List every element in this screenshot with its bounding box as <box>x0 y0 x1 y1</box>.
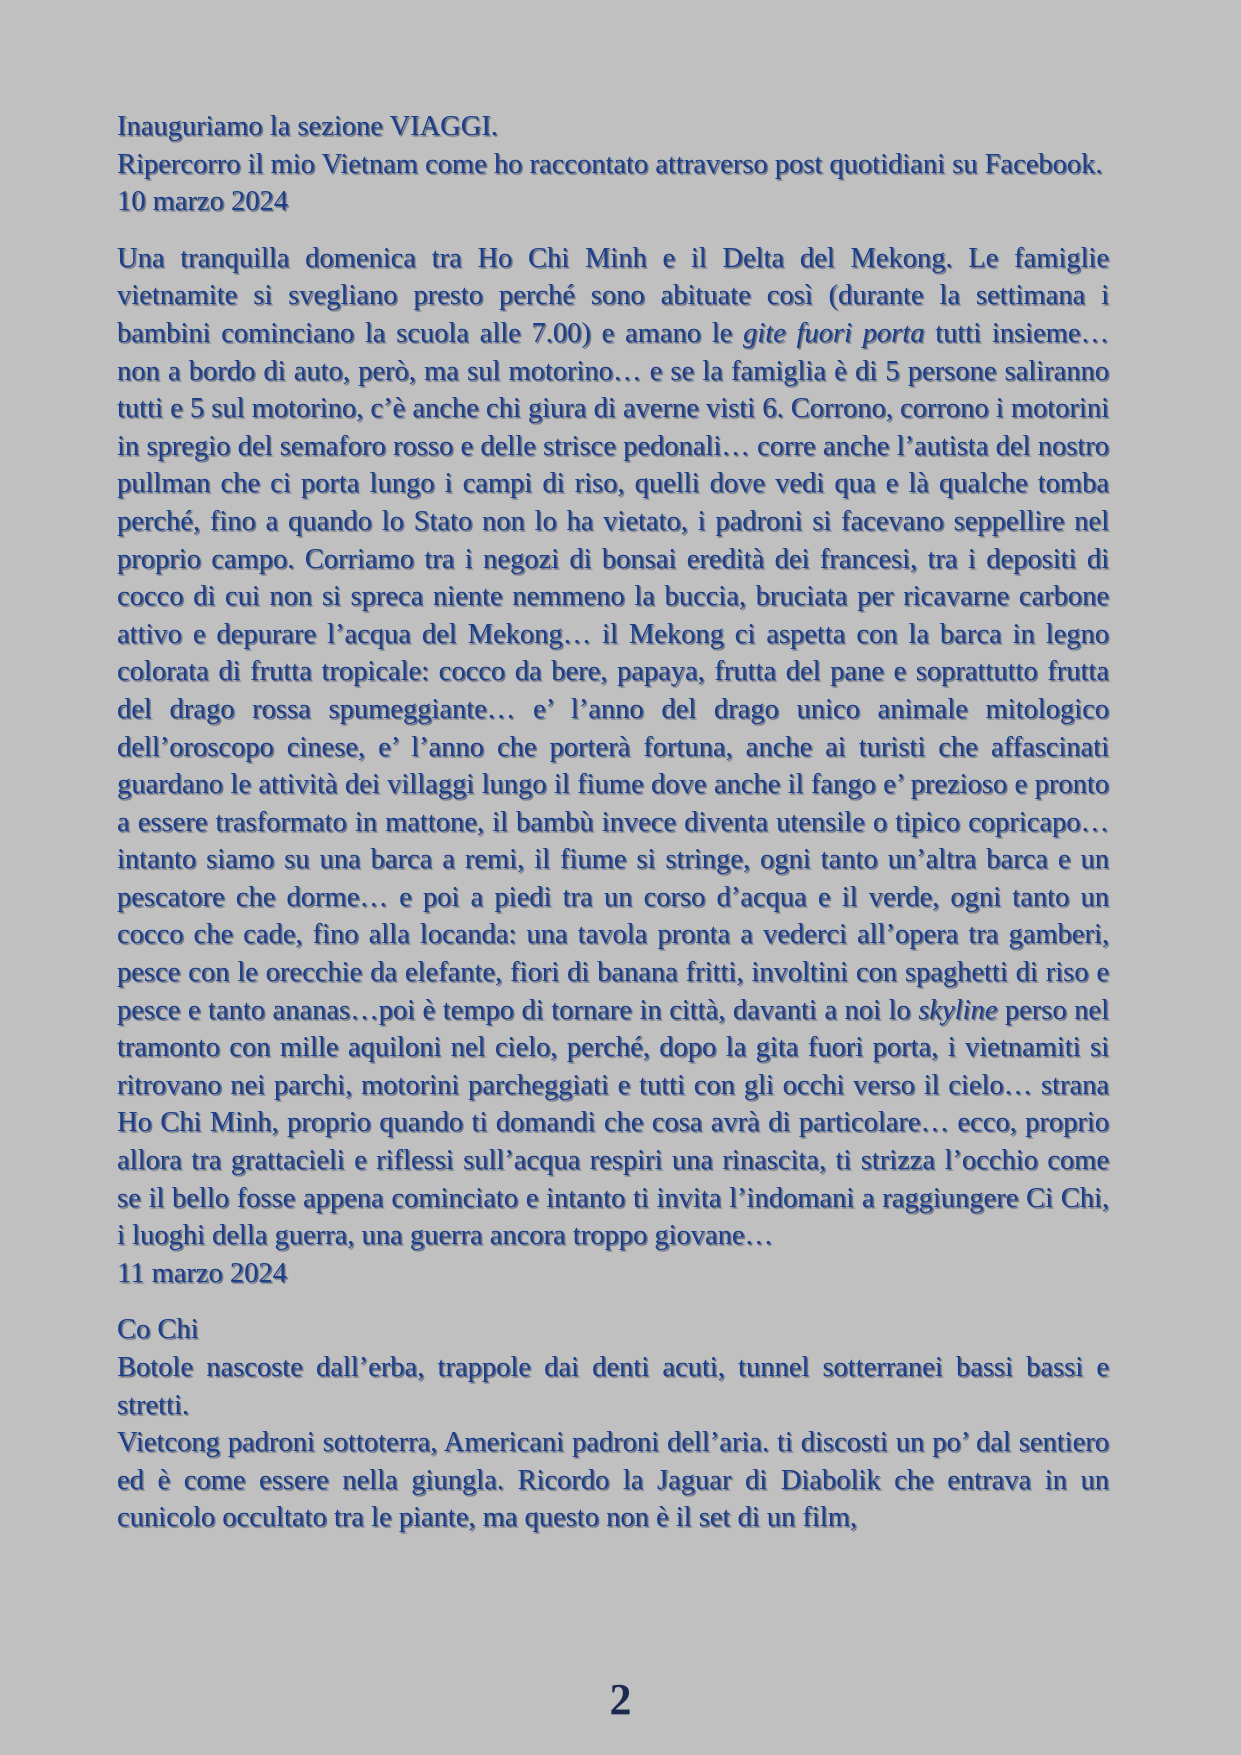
entry-text: perso nel tramonto con mille aquiloni nel cielo, perché, dopo la gita fuori porta, i vietnamiti si ritrovano nei parchi, motorini parcheggiati e tutti con gli occhi verso il cielo… strana Ho Chi Minh, proprio quando ti domandi che cosa avrà di particolare… ecco, proprio allora tra grattacieli e riflessi sull’acqua respiri una rinascita, ti strizza l’occhio come se il bello fosse appena cominciato e intanto ti invita l’indomani a raggiungere Ci Chi, i luoghi della guerra, una guerra ancora troppo giovane… <box>117 994 1109 1252</box>
entry-text: Una tranquilla domenica tra Ho Chi Minh e il Delta del Mekong. Le famiglie vietnamite si svegliano presto perché sono abituate così (durante la settimana i bambini cominciano la scuola alle 7.00) e amano le <box>117 242 1109 349</box>
entry-date: 11 marzo 2024 <box>117 1257 287 1289</box>
entry-title: Co Chi <box>117 1314 199 1346</box>
page-number: 2 <box>609 1675 632 1724</box>
entry-date: 10 marzo 2024 <box>117 186 288 218</box>
entry-italic-text: gite fuori porta <box>743 317 925 349</box>
entry-paragraph: Vietcong padroni sottoterra, Americani padroni dell’aria. ti discosti un po’ dal sentiero ed è come essere nella giungla. Ricordo la Jaguar di Diabolik che entrava in un cunicolo occultato tra le piante, ma questo non è il set di un film, <box>117 1427 1109 1534</box>
section-intro-description: Ripercorro il mio Vietnam come ho raccontato attraverso post quotidiani su Facebook. <box>117 148 1103 180</box>
document-body <box>117 108 1109 1537</box>
entry-italic-text: skyline <box>918 994 998 1026</box>
entry-paragraph <box>117 240 1109 1255</box>
entry-text: tutti insieme… non a bordo di auto, però, ma sul motorino… e se la famiglia è di 5 persone saliranno tutti e 5 sul motorino, c’è anche chi giura di averne visti 6. Corrono, corrono i motorini in spregio del semaforo rosso e delle strisce pedonali… corre anche l’autista del nostro pullman che ci porta lungo i campi di riso, quelli dove vedi qua e là qualche tomba perché, fino a quando lo Stato non lo ha vietato, i padroni si facevano seppellire nel proprio campo. Corriamo tra i negozi di bonsai eredità dei francesi, tra i depositi di cocco di cui non si spreca niente nemmeno la buccia, bruciata per ricavarne carbone attivo e depurare l’acqua del Mekong… il Mekong ci aspetta con la barca in legno colorata di frutta tropicale: cocco da bere, papaya, frutta del pane e soprattutto frutta del drago rossa spumeggiante… e’ l’anno del drago unico animale mitologico dell’oroscopo cinese, e’ l’anno che porterà fortuna, anche ai turisti che affascinati guardano le attività dei villaggi lungo il fiume dove anche il fango e’ prezioso e pronto a essere trasformato in mattone, il bambù invece diventa utensile o tipico copricapo… intanto siamo su una barca a remi, il fiume si stringe, ogni tanto un’altra barca e un pescatore che dorme… e poi a piedi tra un corso d’acqua e il verde, ogni tanto un cocco che cade, fino alla locanda: una tavola pronta a vederci all’opera tra gamberi, pesce con le orecchie da elefante, fiori di banana fritti, involtini con spaghetti di riso e pesce e tanto ananas…poi è tempo di tornare in città, davanti a noi lo <box>117 317 1109 1026</box>
section-intro-line: Inauguriamo la sezione VIAGGI. <box>117 111 498 142</box>
entry-paragraph: Botole nascoste dall’erba, trappole dai denti acuti, tunnel sotterranei bassi bassi e stretti. <box>117 1352 1109 1421</box>
